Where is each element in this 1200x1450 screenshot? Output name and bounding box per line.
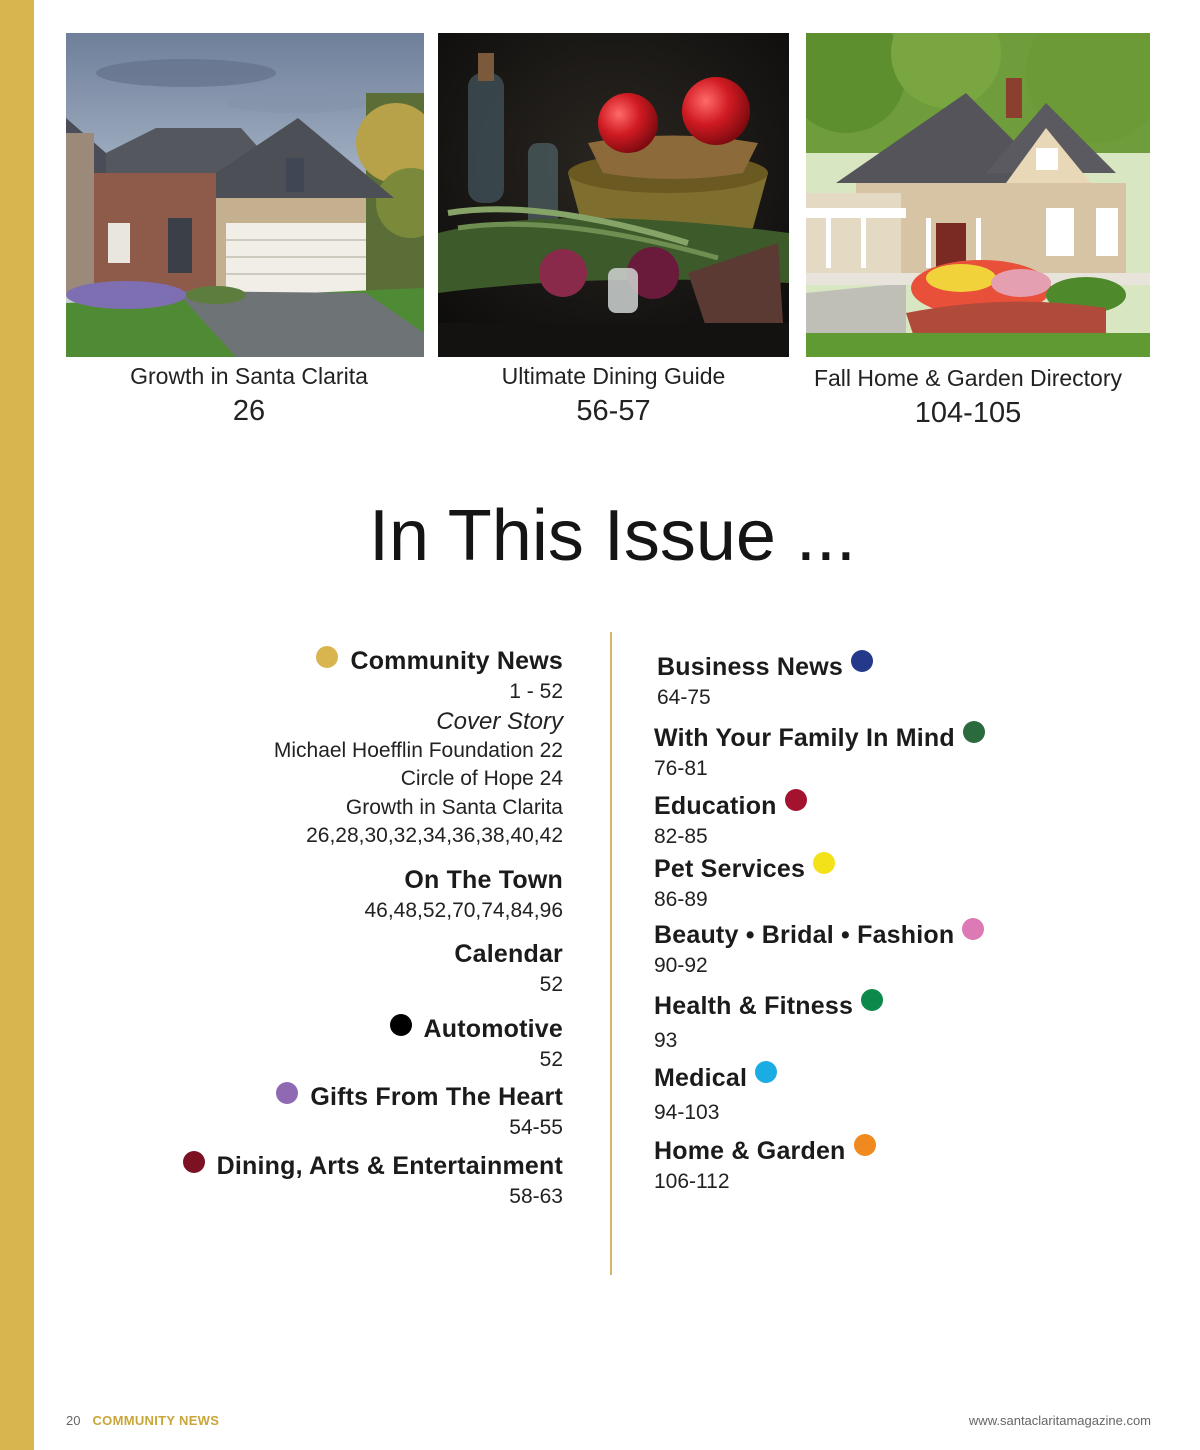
section-automotive[interactable] (83, 1012, 563, 1075)
section-title: Home & Garden (654, 1136, 846, 1165)
section-with-your-family-in-mind[interactable] (654, 721, 1134, 784)
toc-item: Michael Hoefflin Foundation 22 (273, 738, 563, 762)
cover-story-label: Cover Story (436, 707, 563, 735)
section-title: Community News (350, 647, 563, 675)
section-pages: 93 (654, 1028, 678, 1052)
section-title: Health & Fitness (654, 991, 854, 1020)
feature-dining-guide[interactable] (438, 361, 789, 431)
section-title: Business News (657, 653, 844, 681)
tomatoes-still-life-photo (438, 33, 789, 357)
page-title: In This Issue ... (369, 496, 856, 576)
footer-url[interactable]: www.santaclaritamagazine.com (968, 1413, 1151, 1428)
section-title: Beauty • Bridal • Fashion (654, 921, 955, 949)
footer-section-label: COMMUNITY NEWS (92, 1413, 220, 1428)
toc-right-column (654, 650, 1134, 1196)
orange-dot-icon (854, 1134, 876, 1156)
cyan-dot-icon (755, 1061, 777, 1083)
section-pages: 94-103 (654, 1101, 720, 1124)
toc-item: Growth in Santa Clarita (345, 795, 563, 819)
section-pages: 64-75 (657, 686, 711, 709)
section-pages: 52 (539, 973, 563, 996)
section-on-the-town[interactable] (83, 863, 563, 926)
purple-dot-icon (276, 1082, 298, 1104)
section-business-news[interactable] (654, 650, 1134, 713)
section-title: Education (654, 792, 777, 820)
section-pages: 76-81 (654, 756, 708, 780)
section-pages: 54-55 (509, 1116, 563, 1139)
feature-growth[interactable] (66, 361, 432, 431)
section-education[interactable] (654, 789, 1134, 852)
section-pages: 58-63 (509, 1184, 563, 1208)
section-medical[interactable] (654, 1061, 1134, 1128)
section-pages: 106-112 (654, 1169, 730, 1193)
section-title: Medical (654, 1064, 748, 1092)
section-pet-services[interactable] (654, 852, 1134, 915)
dark-green-dot-icon (963, 721, 985, 743)
toc-item: 26,28,30,32,34,36,38,40,42 (306, 824, 563, 847)
feature-pages: 26 (232, 395, 266, 427)
section-title: On The Town (404, 865, 563, 894)
section-title: Dining, Arts & Entertainment (216, 1151, 563, 1180)
pink-dot-icon (962, 918, 984, 940)
section-gifts-from-the-heart[interactable] (83, 1080, 563, 1143)
column-divider (610, 632, 612, 1275)
feature-pages: 56-57 (576, 395, 651, 427)
green-dot-icon (861, 989, 883, 1011)
victorian-house-garden-photo (806, 33, 1150, 357)
black-dot-icon (390, 1014, 412, 1036)
section-pages: 1 - 52 (509, 680, 563, 703)
section-home-garden[interactable] (654, 1134, 1134, 1197)
gold-dot-icon (316, 646, 338, 668)
navy-dot-icon (851, 650, 873, 672)
footer-left (66, 1412, 219, 1430)
section-health-fitness[interactable] (654, 989, 1134, 1056)
section-pages: 86-89 (654, 887, 708, 911)
section-title: Automotive (423, 1014, 563, 1043)
red-dot-icon (785, 789, 807, 811)
section-title: Calendar (454, 940, 563, 968)
feature-title: Fall Home & Garden Directory (813, 365, 1123, 391)
feature-title: Growth in Santa Clarita (130, 363, 368, 389)
gold-side-bar (0, 0, 34, 1450)
section-calendar[interactable] (83, 937, 563, 1000)
section-title: Gifts From The Heart (310, 1083, 563, 1111)
section-pages: 52 (539, 1047, 563, 1071)
section-title: With Your Family In Mind (654, 723, 955, 752)
section-dining-arts-entertainment[interactable] (83, 1149, 563, 1212)
house-rendering-photo (66, 33, 424, 357)
maroon-dot-icon (183, 1151, 205, 1173)
toc-left-column (83, 644, 563, 1211)
section-pages: 90-92 (654, 954, 708, 977)
section-pages: 46,48,52,70,74,84,96 (364, 898, 563, 922)
section-title: Pet Services (654, 854, 806, 883)
toc-item: Circle of Hope 24 (400, 767, 563, 790)
page-number: 20 (66, 1413, 81, 1428)
yellow-dot-icon (813, 852, 835, 874)
section-pages: 82-85 (654, 825, 708, 848)
feature-home-garden-directory[interactable] (790, 363, 1146, 433)
feature-title: Ultimate Dining Guide (501, 363, 726, 389)
section-community-news[interactable] (83, 644, 563, 851)
section-beauty-bridal-fashion[interactable] (654, 918, 1134, 981)
feature-pages: 104-105 (914, 397, 1022, 429)
